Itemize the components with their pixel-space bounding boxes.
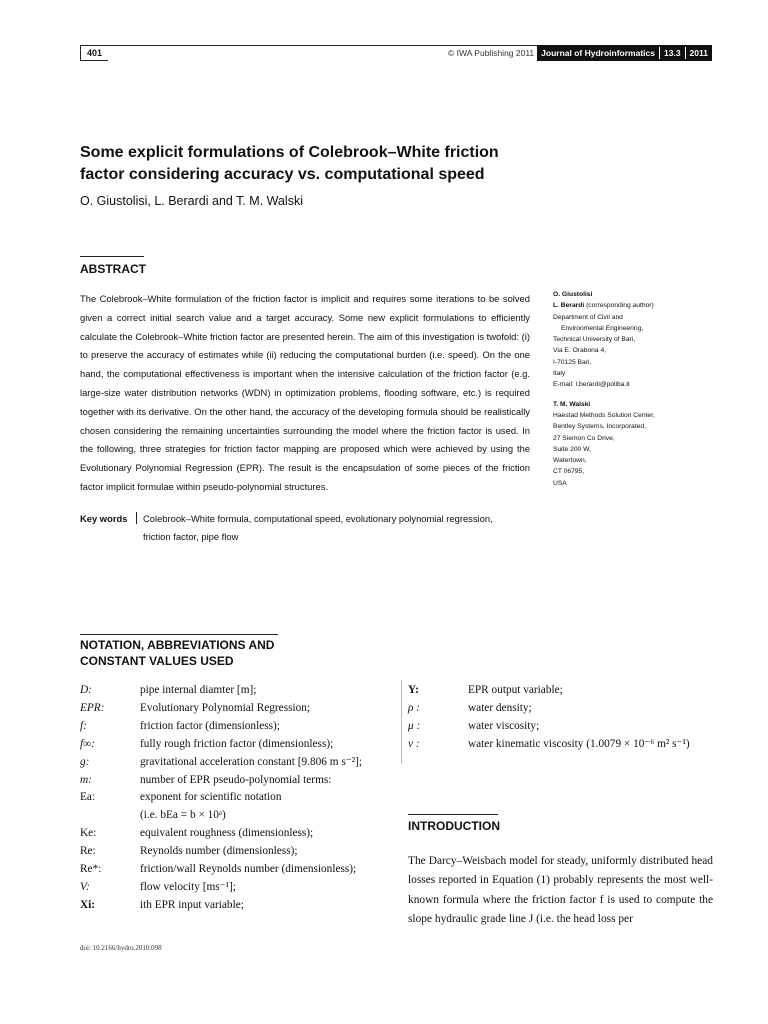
notation-definition: friction factor (dimensionless); bbox=[140, 719, 280, 732]
notation-symbol bbox=[80, 807, 140, 825]
notation-symbol: V: bbox=[80, 880, 90, 893]
notation-definition: (i.e. bEa = b × 10ᵃ) bbox=[140, 809, 226, 822]
affiliation-line: Department of Civil and bbox=[553, 313, 623, 321]
notation-row bbox=[408, 700, 718, 718]
author-name: T. M. Walski bbox=[553, 400, 591, 408]
journal-banner bbox=[537, 45, 712, 61]
notation-symbol: EPR: bbox=[80, 701, 105, 714]
affiliation-line: CT 06795, bbox=[553, 468, 585, 476]
notation-row bbox=[80, 736, 400, 754]
notation-row bbox=[80, 879, 400, 897]
notation-row bbox=[408, 718, 718, 736]
notation-definition: ith EPR input variable; bbox=[140, 898, 244, 911]
notation-symbol: g: bbox=[80, 755, 90, 768]
introduction-heading: INTRODUCTION bbox=[408, 819, 500, 833]
introduction-text: The Darcy–Weisbach model for steady, uniformly distributed head losses reported in Equation (1) probably represents the most well-known formula where the friction factor f is used to compute the slope hydraulic grade line J (i.e. the head loss per bbox=[408, 855, 713, 925]
abstract-text: The Colebrook–White formulation of the friction factor is implicit and requires some iterations to be solved given a correct initial search value and a target accuracy. Some new explicit formulations to efficiently calculate the Colebrook–White friction factor are presented herein. The aim of this investigation is twofold: (i) to preserve the accuracy of estimates while (ii) reducing the computational burden (i.e. speed). On the one hand, the computational effectiveness is important when the intensive calculation of the friction factor (e.g. large-size water distribution networks (WDN) in optimization problems, flooding software, etc.) is required together with its derivative. On the other hand, the accuracy of the developing formula should be realistically chosen considering the remaining uncertainties surrounding the model where the friction factor is used. In the following, three strategies for friction factor mapping are proposed which were achieved by using the Evolutionary Polynomial Regression (EPR). The result is the encapsulation of some pieces of the friction factor implicit formulae within pseudo-polynomial structures. bbox=[80, 293, 530, 492]
affiliation-line: Italy bbox=[553, 370, 566, 378]
notation-list-right bbox=[408, 682, 718, 754]
keywords-line: Colebrook–White formula, computational speed, evolutionary polynomial regression, bbox=[143, 513, 493, 524]
notation-definition: exponent for scientific notation bbox=[140, 791, 282, 804]
notation-row bbox=[80, 843, 400, 861]
keywords-list bbox=[143, 510, 493, 546]
notation-row bbox=[80, 861, 400, 879]
journal-name: Journal of Hydroinformatics bbox=[541, 48, 655, 58]
affiliation-line: Technical University of Bari, bbox=[553, 336, 636, 344]
notation-row bbox=[80, 682, 400, 700]
affiliation-bentley bbox=[553, 399, 723, 489]
notation-row bbox=[80, 825, 400, 843]
notation-symbol: Y: bbox=[408, 684, 419, 696]
notation-symbol: Re*: bbox=[80, 863, 102, 876]
abstract-heading: ABSTRACT bbox=[80, 262, 146, 276]
running-header bbox=[80, 45, 712, 63]
author-note: (corresponding author) bbox=[586, 302, 654, 310]
notation-symbol: Xi: bbox=[80, 898, 96, 911]
notation-row bbox=[80, 807, 400, 825]
affiliation-line: 27 Siemon Co Drive, bbox=[553, 434, 615, 442]
notation-symbol: Ea: bbox=[80, 791, 96, 804]
keywords-label: Key words bbox=[80, 513, 128, 524]
notation-list-left bbox=[80, 682, 400, 915]
notation-row bbox=[80, 897, 400, 915]
notation-definition: flow velocity [ms⁻¹]; bbox=[140, 880, 236, 893]
notation-row bbox=[408, 682, 718, 700]
affiliation-line: Bentley Systems, Incorporated, bbox=[553, 423, 646, 431]
author-list: O. Giustolisi, L. Berardi and T. M. Walski bbox=[80, 194, 303, 208]
author-name: O. Giustolisi bbox=[553, 291, 593, 298]
notation-row bbox=[80, 718, 400, 736]
author-email[interactable]: E-mail: l.berardi@poliba.it bbox=[553, 381, 630, 389]
notation-row bbox=[80, 700, 400, 718]
journal-year: 2011 bbox=[689, 48, 708, 58]
journal-volume: 13.3 bbox=[664, 48, 681, 58]
introduction-rule bbox=[408, 814, 498, 815]
affiliations bbox=[553, 289, 723, 497]
author-name-line bbox=[553, 300, 723, 311]
notation-symbol: f: bbox=[80, 719, 87, 732]
notation-symbol: f∞: bbox=[80, 737, 95, 750]
keywords-bar bbox=[136, 512, 137, 524]
notation-definition: number of EPR pseudo-polynomial terms: bbox=[140, 773, 332, 786]
affiliation-bari bbox=[553, 289, 723, 391]
notation-row bbox=[80, 772, 400, 790]
notation-symbol: Re: bbox=[80, 845, 96, 858]
header-right bbox=[448, 45, 712, 61]
notation-heading-line: CONSTANT VALUES USED bbox=[80, 654, 234, 668]
notation-definition: Reynolds number (dimensionless); bbox=[140, 845, 298, 858]
affiliation-line: Via E. Orabona 4, bbox=[553, 347, 607, 355]
publisher: © IWA Publishing 2011 bbox=[448, 48, 535, 58]
notation-definition: equivalent roughness (dimensionless); bbox=[140, 827, 314, 840]
notation-definition: Evolutionary Polynomial Regression; bbox=[140, 701, 311, 714]
notation-symbol: ρ : bbox=[408, 701, 421, 714]
notation-symbol: Ke: bbox=[80, 827, 97, 840]
notation-definition: fully rough friction factor (dimensionless); bbox=[140, 737, 334, 750]
notation-definition: pipe internal diamter [m]; bbox=[140, 684, 257, 696]
notation-definition: gravitational acceleration constant [9.806 m s⁻²]; bbox=[140, 755, 363, 768]
notation-heading-line: NOTATION, ABBREVIATIONS AND bbox=[80, 638, 275, 652]
title-line-1: Some explicit formulations of Colebrook–White friction bbox=[80, 144, 499, 161]
notation-definition: friction/wall Reynolds number (dimensionless); bbox=[140, 863, 357, 876]
notation-definition: water kinematic viscosity (1.0079 × 10⁻⁶ m² s⁻¹) bbox=[468, 737, 690, 750]
page-number: 401 bbox=[80, 45, 108, 61]
notation-definition: EPR output variable; bbox=[468, 684, 563, 696]
affiliation-line: I-70125 Bari, bbox=[553, 358, 592, 366]
author-name: L. Berardi bbox=[553, 302, 585, 310]
keywords-line: friction factor, pipe flow bbox=[143, 531, 239, 542]
notation-symbol: D: bbox=[80, 684, 92, 696]
notation-row bbox=[80, 754, 400, 772]
journal-separator bbox=[659, 47, 660, 59]
notation-symbol: m: bbox=[80, 773, 92, 786]
journal-separator bbox=[685, 47, 686, 59]
notation-definition: water viscosity; bbox=[468, 719, 540, 732]
affiliation-line: Environmental Engineering, bbox=[561, 324, 644, 332]
affiliation-line: Suite 200 W, bbox=[553, 445, 591, 453]
notation-symbol: ν : bbox=[408, 737, 420, 750]
notation-row bbox=[80, 789, 400, 807]
affiliation-line: Haestad Methods Solution Center, bbox=[553, 411, 655, 419]
abstract-rule bbox=[80, 256, 144, 257]
affiliation-line: USA bbox=[553, 479, 567, 487]
notation-definition: water density; bbox=[468, 701, 532, 714]
paper-title bbox=[80, 142, 580, 186]
affiliation-line: Watertown, bbox=[553, 457, 587, 465]
notation-rule bbox=[80, 634, 278, 635]
keywords bbox=[80, 510, 540, 546]
notation-row bbox=[408, 736, 718, 754]
title-line-2: factor considering accuracy vs. computational speed bbox=[80, 166, 485, 183]
doi[interactable]: doi: 10.2166/hydro.2010.098 bbox=[80, 944, 162, 952]
notation-heading bbox=[80, 637, 274, 669]
column-divider bbox=[401, 680, 402, 764]
notation-symbol: μ : bbox=[408, 719, 421, 732]
